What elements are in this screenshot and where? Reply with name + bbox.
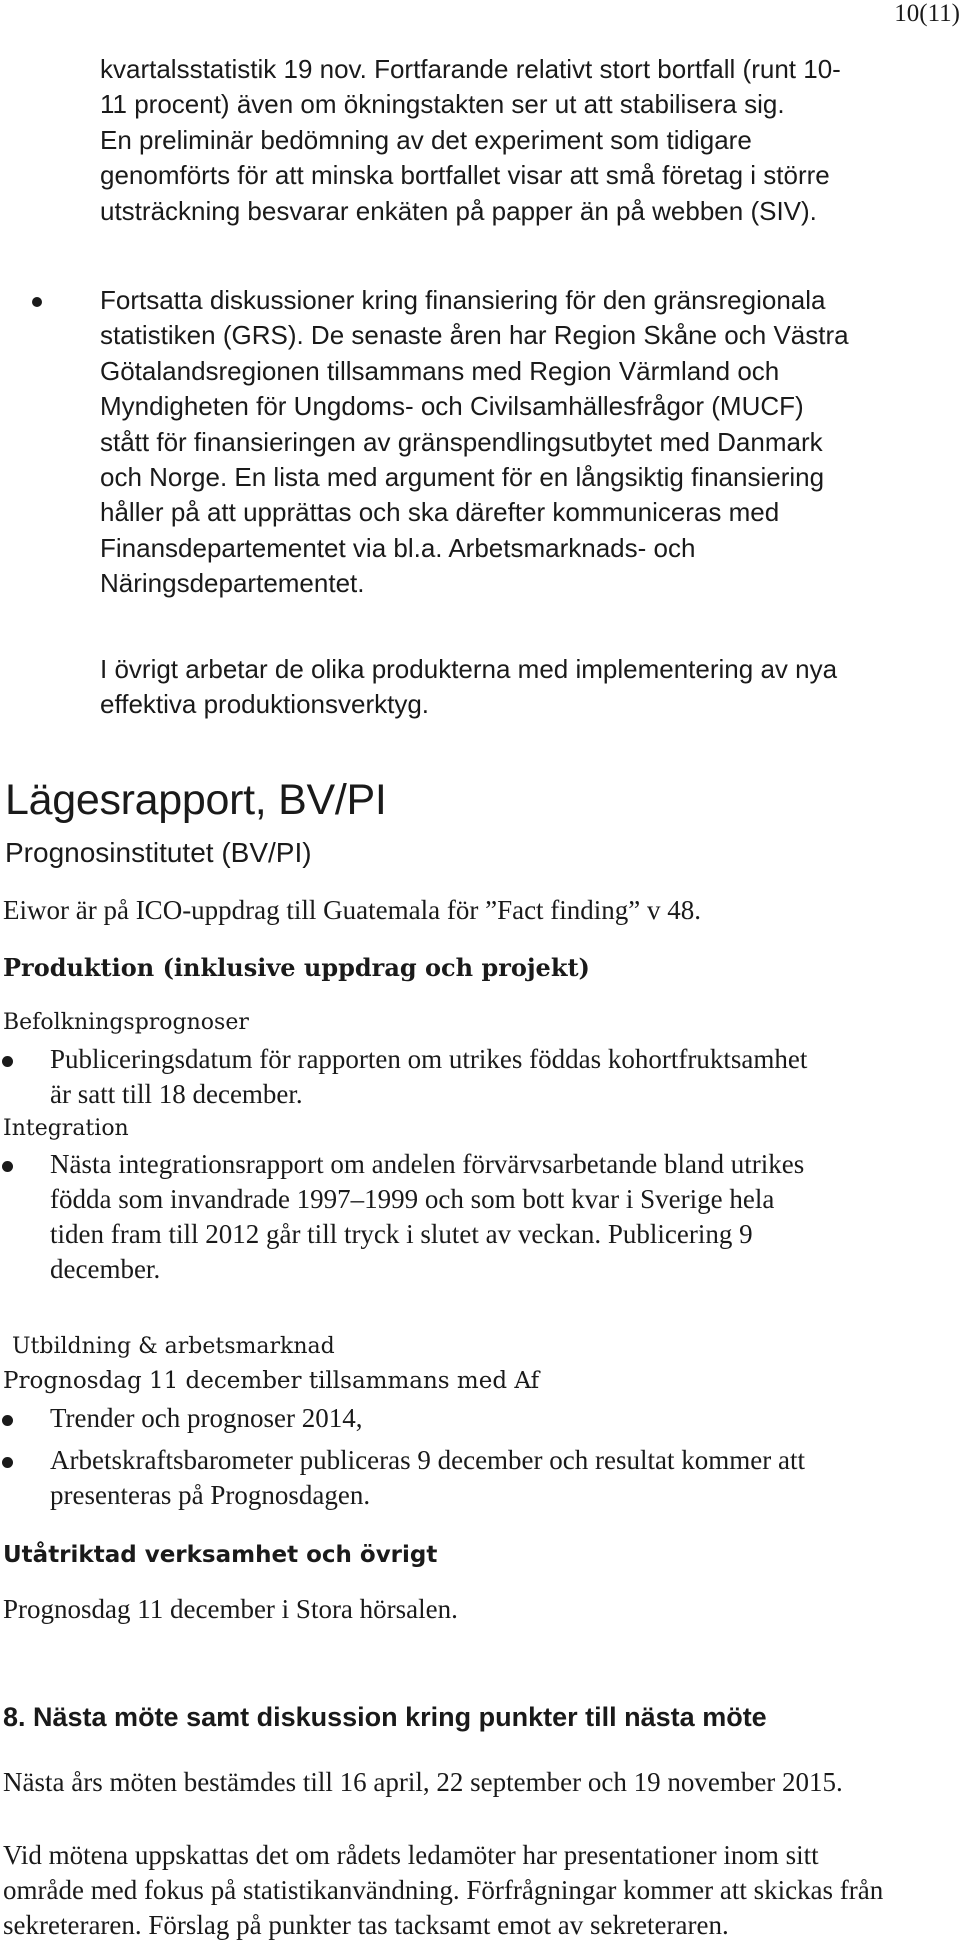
- integration-heading: Integration: [3, 1116, 129, 1141]
- grs-bullet-text: [100, 283, 955, 602]
- utatriktad-line: Prognosdag 11 december i Stora hörsalen.: [3, 1594, 458, 1624]
- production-heading: Produktion (inklusive uppdrag och projekt): [3, 953, 590, 982]
- text-line: 11 procent) även om ökningstakten ser ut att stabilisera sig.: [100, 89, 785, 120]
- text-line: Arbetskraftsbarometer publiceras 9 december och resultat kommer att: [50, 1445, 805, 1475]
- bullet-icon: [2, 1415, 13, 1426]
- text-line: genomförts för att minska bortfallet visar att små företag i större: [100, 160, 830, 191]
- text-line: I övrigt arbetar de olika produkterna med implementering av nya: [100, 654, 838, 684]
- section8-para2: [3, 1838, 958, 1943]
- utbildning-bullet-text: [50, 1443, 955, 1513]
- text-line: Fortsatta diskussioner kring finansiering för den gränsregionala: [100, 285, 826, 315]
- bullet-icon: [2, 1457, 13, 1468]
- text-line: kvartalsstatistik 19 nov. Fortfarande relativt stort bortfall (runt 10-: [100, 54, 841, 84]
- text-line: område med fokus på statistikanvändning. Förfrågningar kommer att skickas från: [3, 1875, 884, 1905]
- text-line: Finansdepartementet via bl.a. Arbetsmarknads- och: [100, 532, 696, 563]
- text-line: effektiva produktionsverktyg.: [100, 689, 430, 720]
- report-subtitle: Prognosinstitutet (BV/PI): [5, 837, 312, 868]
- integration-bullet-text: [50, 1147, 955, 1287]
- report-title: Lägesrapport, BV/PI: [5, 776, 387, 824]
- report-intro: Eiwor är på ICO-uppdrag till Guatemala för ”Fact finding” v 48.: [3, 895, 702, 925]
- section8-para1: Nästa års möten bestämdes till 16 april, 22 september och 19 november 2015.: [3, 1767, 843, 1797]
- utatriktad-heading: Utåtriktad verksamhet och övrigt: [3, 1542, 438, 1568]
- text-line: statistiken (GRS). De senaste åren har Region Skåne och Västra: [100, 320, 849, 351]
- text-line: Publiceringsdatum för rapporten om utrikes föddas kohortfruktsamhet: [50, 1044, 808, 1074]
- text-line: håller på att upprättas och ska därefter kommuniceras med: [100, 497, 780, 528]
- text-line: Götalandsregionen tillsammans med Region Värmland och: [100, 355, 780, 386]
- text-line: sekreteraren. Förslag på punkter tas tacksamt emot av sekreteraren.: [3, 1910, 729, 1940]
- text-line: tiden fram till 2012 går till tryck i slutet av veckan. Publicering 9: [50, 1219, 753, 1249]
- text-line: Nästa integrationsrapport om andelen förvärvsarbetande bland utrikes: [50, 1149, 805, 1179]
- utbildning-heading: Utbildning & arbetsmarknad: [12, 1334, 335, 1359]
- bullet-icon: [2, 1056, 13, 1067]
- ovrigt-paragraph: [100, 652, 950, 723]
- text-line: utsträckning besvarar enkäten på papper än på webben (SIV).: [100, 195, 817, 226]
- utbildning-bullet-text: [50, 1401, 955, 1436]
- text-line: En preliminär bedömning av det experiment som tidigare: [100, 124, 752, 155]
- text-line: stått för finansieringen av gränspendlingsutbytet med Danmark: [100, 426, 823, 457]
- befolkning-bullet-text: [50, 1042, 955, 1112]
- text-line: födda som invandrade 1997–1999 och som bott kvar i Sverige hela: [50, 1184, 775, 1214]
- text-line: Vid mötena uppskattas det om rådets ledamöter har presentationer inom sitt: [3, 1840, 819, 1870]
- utbildning-line: Prognosdag 11 december tillsammans med Af: [3, 1368, 540, 1394]
- befolkning-heading: Befolkningsprognoser: [3, 1010, 249, 1035]
- text-line: Myndigheten för Ungdoms- och Civilsamhällesfrågor (MUCF): [100, 391, 804, 422]
- section8-heading: 8. Nästa möte samt diskussion kring punkter till nästa möte: [3, 1702, 767, 1732]
- text-line: och Norge. En lista med argument för en långsiktig finansiering: [100, 462, 825, 493]
- text-line: Näringsdepartementet.: [100, 568, 365, 599]
- intro-continuation: [100, 52, 950, 229]
- text-line: presenteras på Prognosdagen.: [50, 1480, 371, 1510]
- text-line: december.: [50, 1254, 161, 1284]
- text-line: Trender och prognoser 2014,: [50, 1403, 363, 1433]
- text-line: är satt till 18 december.: [50, 1079, 303, 1109]
- bullet-icon: [2, 1161, 13, 1172]
- page-number: 10(11): [894, 0, 960, 27]
- bullet-icon: [32, 297, 42, 307]
